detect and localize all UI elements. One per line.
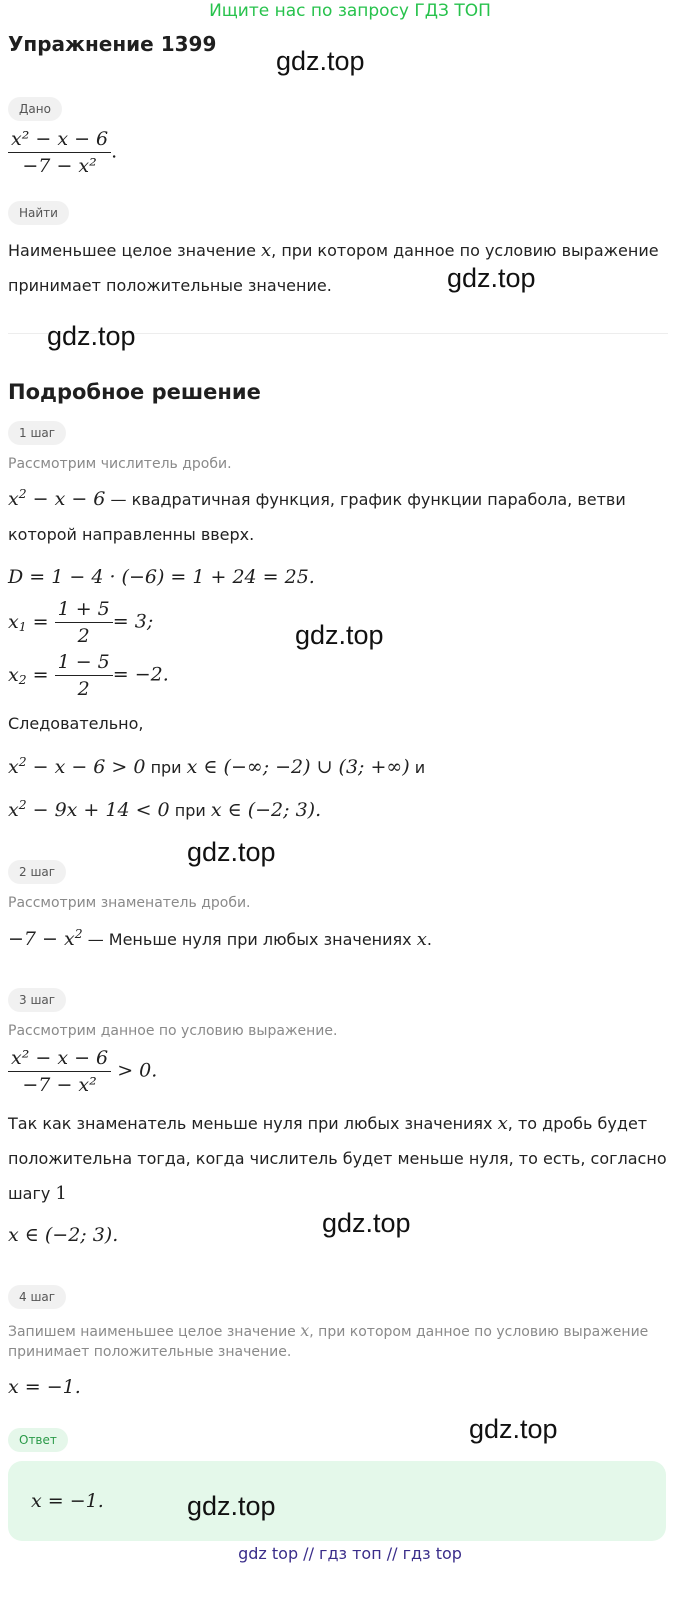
- step-3-line3: шагу 1: [8, 1183, 67, 1204]
- footer-links[interactable]: gdz top // гдз топ // гдз top: [238, 1544, 462, 1563]
- inequality-2: $x^2 - 9x + 14 < 0$ при x ∈ (−2; 3).: [8, 798, 322, 821]
- step-1-hint: Рассмотрим числитель дроби.: [8, 456, 232, 472]
- watermark: gdz.top: [187, 837, 276, 867]
- step-4-badge: 4 шаг: [8, 1285, 66, 1309]
- step-2-line: $-7 - x^2$ — Меньше нуля при любых значениях x.: [8, 927, 432, 950]
- consequently-text: Следовательно,: [8, 714, 144, 733]
- step-3-line1: Так как знаменатель меньше нуля при любых значениях x, то дробь будет: [8, 1113, 648, 1134]
- discriminant: D = 1 − 4 · (−6) = 1 + 24 = 25.: [8, 566, 315, 588]
- watermark: gdz.top: [322, 1208, 411, 1238]
- watermark: gdz.top: [295, 620, 384, 650]
- step-1-line2: которой направленны вверх.: [8, 525, 255, 544]
- watermark: gdz.top: [47, 321, 136, 351]
- given-fraction: $\frac{\text{x² − x − 6}}{\text{−7 − x²}}$ .: [8, 128, 117, 177]
- watermark: gdz.top: [469, 1414, 558, 1444]
- step-4-result: x = −1.: [8, 1376, 81, 1398]
- step-4-hint-line2: принимает положительные значение.: [8, 1344, 292, 1360]
- watermark: gdz.top: [276, 46, 365, 76]
- step-3-inequality: $\frac{\text{x² − x − 6}}{\text{−7 − x²}}$ > 0.: [8, 1047, 157, 1096]
- find-text-line1: Наименьшее целое значение x, при котором данное по условию выражение: [8, 240, 659, 261]
- answer-badge: Ответ: [8, 1428, 68, 1452]
- given-denominator: −7 − x²: [22, 155, 97, 177]
- solution-heading: Подробное решение: [8, 380, 261, 404]
- step-3-hint: Рассмотрим данное по условию выражение.: [8, 1023, 338, 1039]
- watermark: gdz.top: [187, 1491, 276, 1521]
- root-x2: $x_2$ = $\frac{1 - 5}{2}$ = −2.: [8, 651, 169, 700]
- step-3-badge: 3 шаг: [8, 988, 66, 1012]
- given-badge: Дано: [8, 97, 62, 121]
- find-text-line2: принимает положительные значение.: [8, 276, 332, 295]
- answer-box: [8, 1461, 666, 1541]
- step-4-hint-line1: Запишем наименьшее целое значение x, при котором данное по условию выражение: [8, 1321, 649, 1340]
- watermark: gdz.top: [447, 263, 536, 293]
- step-1-line1: $x^2 - x - 6$ — квадратичная функция, график функции парабола, ветви: [8, 487, 626, 510]
- answer-value: x = −1.: [31, 1490, 104, 1512]
- step-1-badge: 1 шаг: [8, 421, 66, 445]
- find-badge: Найти: [8, 201, 69, 225]
- step-2-badge: 2 шаг: [8, 860, 66, 884]
- page-title: Упражнение 1399: [8, 32, 217, 56]
- step-3-result: x ∈ (−2; 3).: [8, 1224, 119, 1246]
- step-3-line2: положительна тогда, когда числитель будет меньше нуля, то есть, согласно: [8, 1149, 667, 1168]
- inequality-1: $x^2 - x - 6 > 0$ при x ∈ (−∞; −2) ∪ (3; +∞) и: [8, 755, 426, 778]
- given-numerator: x² − x − 6: [8, 128, 111, 153]
- step-2-hint: Рассмотрим знаменатель дроби.: [8, 895, 251, 911]
- top-banner: Ищите нас по запросу ГДЗ ТОП: [209, 1, 491, 21]
- root-x1: $x_1$ = $\frac{1 + 5}{2}$ = 3;: [8, 598, 154, 647]
